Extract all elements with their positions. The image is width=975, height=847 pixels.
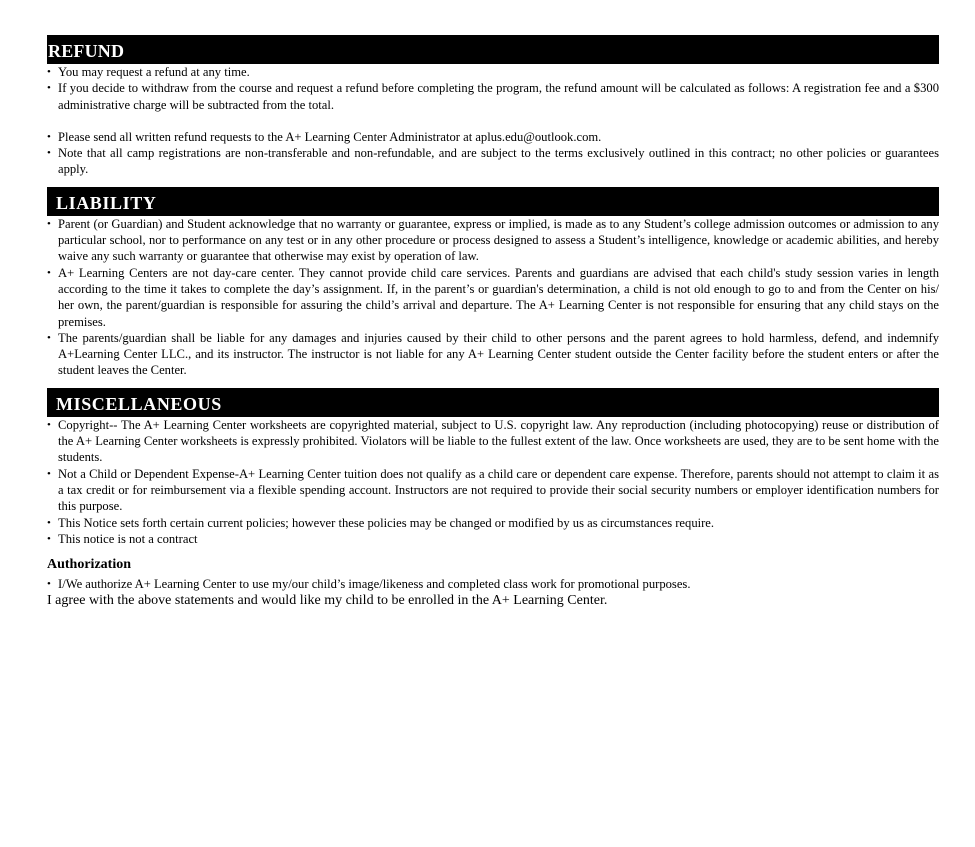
agreement-statement: I agree with the above statements and would like my child to be enrolled in the A+ Learning Center. xyxy=(47,593,608,609)
authorization-heading: Authorization xyxy=(47,557,131,573)
list-item xyxy=(47,64,939,80)
bullet-icon: • xyxy=(47,578,51,591)
bullet-icon: • xyxy=(47,516,51,529)
liability-item-text: The parents/guardian shall be liable for any damages and injuries caused by their child to other persons and the parent agrees to hold harmless, defend, and indemnify A+Learning Center LLC., and its instructor. The instructor is not liable for any A+ Learning Center student outside the Center facility before the student enters or after the student leaves the Center. xyxy=(58,330,939,378)
authorization-item-text: I/We authorize A+ Learning Center to use my/our child’s image/likeness and completed class work for promotional purposes. xyxy=(58,577,691,592)
list-item xyxy=(47,515,939,531)
refund-item-text: If you decide to withdraw from the course and request a refund before completing the program, the refund amount will be calculated as follows: A registration fee and a $300 administrative charge will be subtracted from the total. xyxy=(58,81,939,112)
refund-list xyxy=(47,64,939,178)
list-item xyxy=(47,80,939,113)
refund-item-text: Please send all written refund requests to the A+ Learning Center Administrator at aplus.edu@outlook.com. xyxy=(58,129,602,144)
refund-item-text: Note that all camp registrations are non-transferable and non-refundable, and are subject to the terms exclusively outlined in this contract; no other policies or guarantees apply. xyxy=(58,146,939,177)
list-spacer xyxy=(47,113,939,129)
miscellaneous-section xyxy=(47,388,939,547)
miscellaneous-list xyxy=(47,417,939,547)
bullet-icon: • xyxy=(47,66,51,78)
policy-document xyxy=(47,35,939,609)
list-item xyxy=(47,330,939,379)
miscellaneous-item-text: Not a Child or Dependent Expense-A+ Learning Center tuition does not qualify as a child care or dependent care expense. Therefore, parents should not attempt to claim it as a tax credit or for reimbursement via a flexible spending account. Instructors are not required to provide their social security numbers or employer identification numbers for this purpose. xyxy=(58,466,939,514)
liability-item-text: A+ Learning Centers are not day-care center. They cannot provide child care services. Parents and guardians are advised that each child's study session varies in length according to the time it takes to complete the day’s assignment. If, in the parent’s or guardian's determination, a child is not old enough to go to and from the Center on his/ her own, the parent/guardian is responsible for assuring the child’s arrival and departure. The A+ Learning Center is not responsible for ensuring that any child stays on the premises. xyxy=(58,265,939,329)
list-item xyxy=(47,531,939,547)
bullet-icon: • xyxy=(47,467,51,480)
bullet-icon: • xyxy=(47,532,51,545)
refund-section-heading: REFUND xyxy=(47,35,939,64)
miscellaneous-item-text: Copyright-- The A+ Learning Center worksheets are copyrighted material, subject to U.S. copyright law. Any reproduction (including photocopying) reuse or distribution of the A+ Learning Center worksheets is expressly prohibited. Violators will be liable to the fullest extent of the law. Once worksheets are used, they are to be sent home with the students. xyxy=(58,417,939,465)
list-item xyxy=(47,417,939,466)
list-item xyxy=(47,265,939,330)
liability-section xyxy=(47,187,939,379)
miscellaneous-section-heading: MISCELLANEOUS xyxy=(47,388,939,417)
liability-list xyxy=(47,216,939,379)
list-item xyxy=(47,576,939,592)
bullet-icon: • xyxy=(47,217,51,230)
miscellaneous-item-text: This notice is not a contract xyxy=(58,531,198,546)
list-item xyxy=(47,129,939,145)
bullet-icon: • xyxy=(47,331,51,344)
liability-item-text: Parent (or Guardian) and Student acknowledge that no warranty or guarantee, express or implied, is made as to any Student’s college admission outcomes or admission to any particular school, nor to performance on any test or in any other procedure or process designed to assess a Student’s intelligence, knowledge or academic abilities, and hereby waive any such warranty or guarantee that otherwise may exist by operation of law. xyxy=(58,216,939,264)
list-item xyxy=(47,145,939,178)
bullet-icon: • xyxy=(47,82,51,95)
bullet-icon: • xyxy=(47,266,51,279)
bullet-icon: • xyxy=(47,147,51,160)
list-item xyxy=(47,216,939,265)
miscellaneous-item-text: This Notice sets forth certain current policies; however these policies may be changed or modified by us as circumstances require. xyxy=(58,515,715,530)
liability-section-heading: LIABILITY xyxy=(47,187,939,216)
bullet-icon: • xyxy=(47,130,51,143)
bullet-icon: • xyxy=(47,418,51,431)
list-item xyxy=(47,466,939,515)
refund-item-text: You may request a refund at any time. xyxy=(58,65,250,79)
authorization-list xyxy=(47,576,939,592)
